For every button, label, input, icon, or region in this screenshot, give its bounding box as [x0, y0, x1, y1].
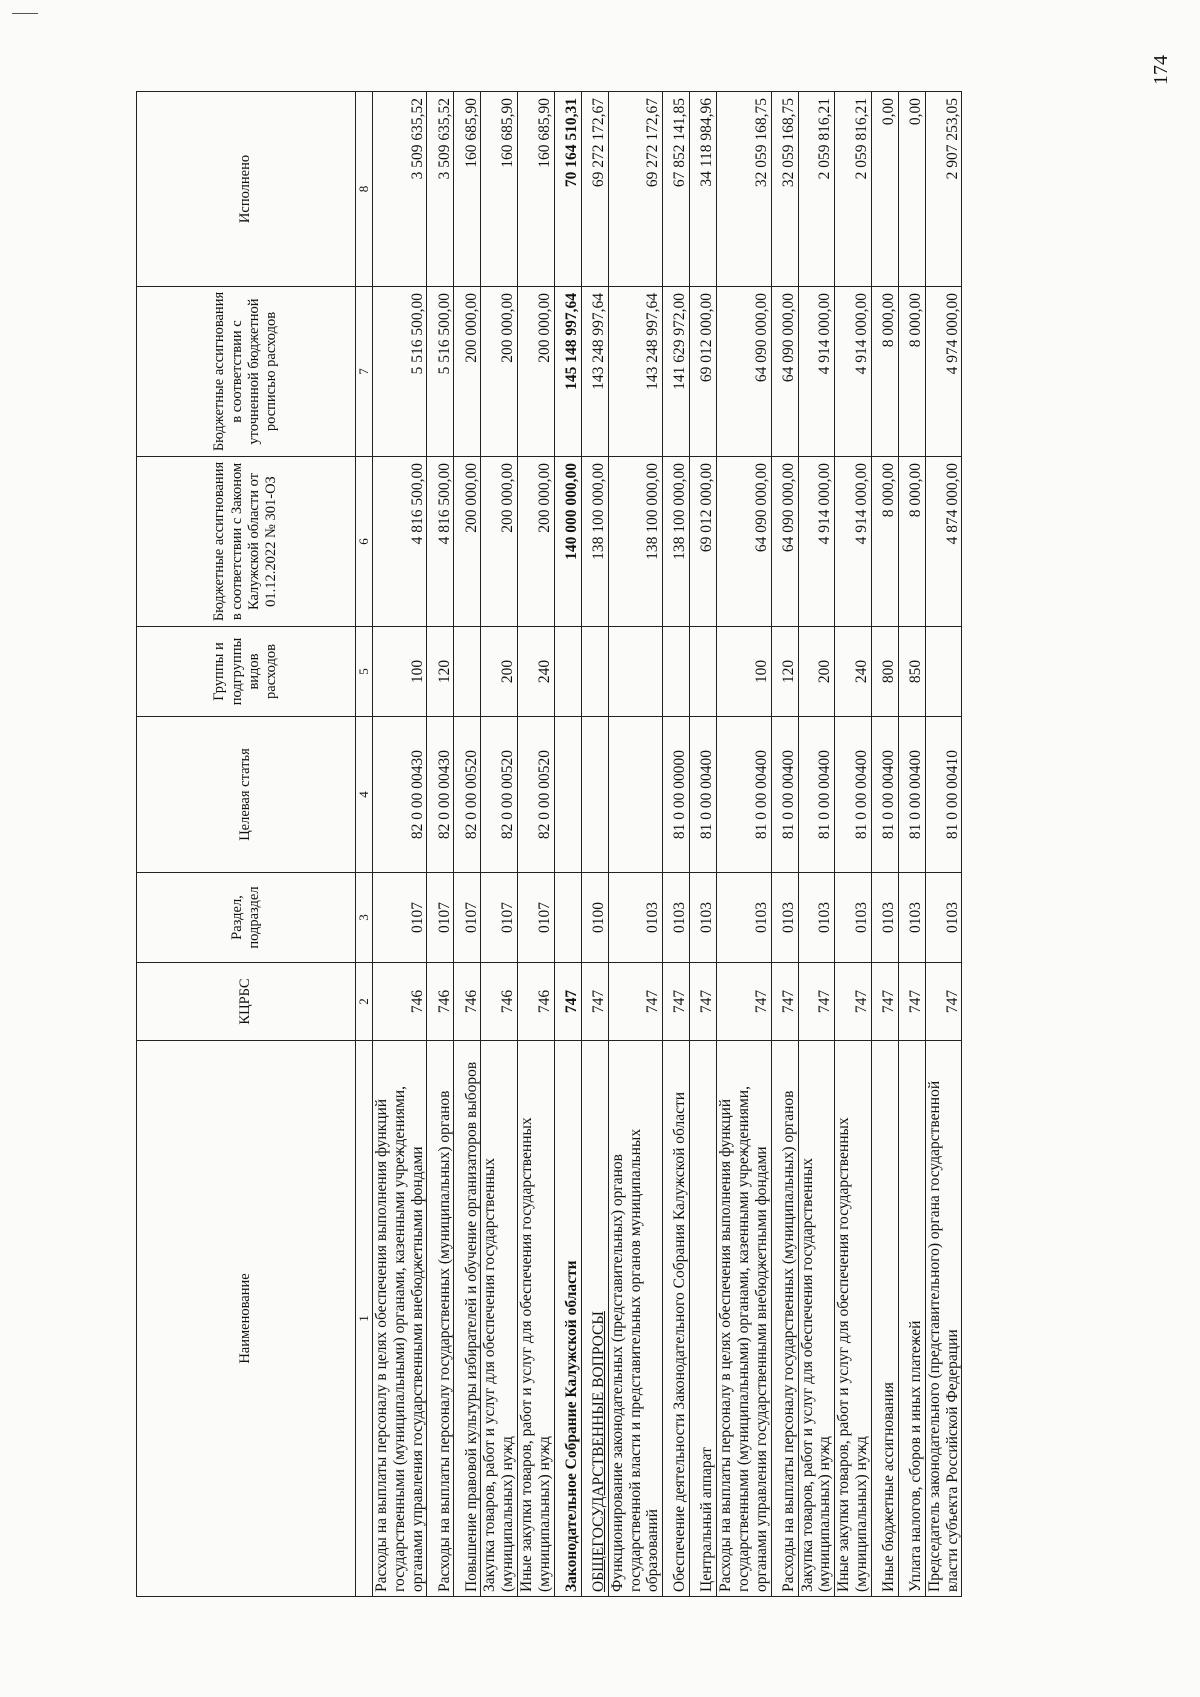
row-name: Иные закупки товаров, работ и услуг для обеспечения государственных (муниципальных) нужд — [835, 1041, 872, 1597]
row-kcrbs: 747 — [798, 963, 835, 1041]
row-kcrbs: 746 — [481, 963, 518, 1041]
row-kcrbs: 747 — [717, 963, 771, 1041]
row-law-amount: 4 874 000,00 — [925, 457, 962, 627]
row-section: 0103 — [690, 873, 717, 963]
row-name: Повышение правовой культуры избирателей и обучение организаторов выборов — [454, 1041, 481, 1597]
row-executed-amount: 160 685,90 — [454, 92, 481, 287]
row-refined-amount: 143 248 997,64 — [581, 287, 608, 457]
row-refined-amount: 5 516 500,00 — [427, 287, 454, 457]
row-kcrbs: 746 — [373, 963, 427, 1041]
row-refined-amount: 5 516 500,00 — [373, 287, 427, 457]
row-article: 82 0 00 00430 — [373, 717, 427, 873]
row-article: 81 0 00 00400 — [771, 717, 798, 873]
row-law-amount: 140 000 000,00 — [554, 457, 581, 627]
col-number: 7 — [356, 287, 373, 457]
table-row — [554, 92, 581, 1597]
row-refined-amount: 4 914 000,00 — [835, 287, 872, 457]
row-name: Законодательное Собрание Калужской области — [554, 1041, 581, 1597]
row-executed-amount: 69 272 172,67 — [608, 92, 662, 287]
row-group: 200 — [798, 627, 835, 717]
row-group: 200 — [481, 627, 518, 717]
col-number: 8 — [356, 92, 373, 287]
header-group: Группы и подгруппы видов расходов — [137, 627, 356, 717]
row-group: 100 — [717, 627, 771, 717]
row-refined-amount: 8 000,00 — [898, 287, 925, 457]
col-number: 3 — [356, 873, 373, 963]
row-refined-amount: 4 914 000,00 — [798, 287, 835, 457]
row-executed-amount: 70 164 510,31 — [554, 92, 581, 287]
row-section: 0107 — [427, 873, 454, 963]
table-row — [481, 92, 518, 1597]
table-row — [898, 92, 925, 1597]
row-kcrbs: 747 — [608, 963, 662, 1041]
row-law-amount: 4 914 000,00 — [835, 457, 872, 627]
row-section: 0103 — [871, 873, 898, 963]
row-law-amount: 138 100 000,00 — [608, 457, 662, 627]
row-executed-amount: 69 272 172,67 — [581, 92, 608, 287]
row-article: 81 0 00 00400 — [690, 717, 717, 873]
row-group: 240 — [518, 627, 555, 717]
row-kcrbs: 747 — [835, 963, 872, 1041]
row-executed-amount: 0,00 — [871, 92, 898, 287]
column-number-row — [356, 92, 373, 1597]
row-article: 81 0 00 00400 — [798, 717, 835, 873]
table-row — [771, 92, 798, 1597]
row-kcrbs: 747 — [871, 963, 898, 1041]
header-executed: Исполнено — [137, 92, 356, 287]
table-body — [373, 92, 962, 1597]
table-row — [454, 92, 481, 1597]
table-row — [663, 92, 690, 1597]
row-kcrbs: 747 — [663, 963, 690, 1041]
row-kcrbs: 746 — [427, 963, 454, 1041]
row-article: 81 0 00 00400 — [835, 717, 872, 873]
row-law-amount: 4 816 500,00 — [427, 457, 454, 627]
row-kcrbs: 747 — [771, 963, 798, 1041]
table-row — [717, 92, 771, 1597]
row-law-amount: 138 100 000,00 — [663, 457, 690, 627]
rotated-table-container — [136, 92, 1060, 1597]
row-group — [454, 627, 481, 717]
row-article: 81 0 00 00400 — [717, 717, 771, 873]
col-number: 2 — [356, 963, 373, 1041]
row-article: 81 0 00 00000 — [663, 717, 690, 873]
row-kcrbs: 746 — [518, 963, 555, 1041]
table-row — [518, 92, 555, 1597]
row-article: 82 0 00 00430 — [427, 717, 454, 873]
row-executed-amount: 3 509 635,52 — [373, 92, 427, 287]
row-section: 0107 — [454, 873, 481, 963]
row-refined-amount: 4 974 000,00 — [925, 287, 962, 457]
row-refined-amount: 143 248 997,64 — [608, 287, 662, 457]
row-name: Расходы на выплаты персоналу в целях обеспечения выполнения функций государственными (муниципальными) органами, казенными учреждениями, органами управления государственными внебюджетными фондами — [717, 1041, 771, 1597]
row-kcrbs: 747 — [925, 963, 962, 1041]
row-refined-amount: 64 090 000,00 — [717, 287, 771, 457]
row-refined-amount: 141 629 972,00 — [663, 287, 690, 457]
table-row — [608, 92, 662, 1597]
row-executed-amount: 3 509 635,52 — [427, 92, 454, 287]
row-executed-amount: 2 059 816,21 — [798, 92, 835, 287]
row-executed-amount: 0,00 — [898, 92, 925, 287]
row-law-amount: 8 000,00 — [898, 457, 925, 627]
row-name: Закупка товаров, работ и услуг для обеспечения государственных (муниципальных) нужд — [481, 1041, 518, 1597]
row-group: 100 — [373, 627, 427, 717]
budget-table — [136, 91, 962, 1597]
row-section: 0103 — [898, 873, 925, 963]
header-refined: Бюджетные ассигнования в соответствии с уточненной бюджетной росписью расходов — [137, 287, 356, 457]
row-executed-amount: 32 059 168,75 — [717, 92, 771, 287]
table-row — [690, 92, 717, 1597]
header-article: Целевая статья — [137, 717, 356, 873]
row-name: ОБЩЕГОСУДАРСТВЕННЫЕ ВОПРОСЫ — [581, 1041, 608, 1597]
row-name: Закупка товаров, работ и услуг для обеспечения государственных (муниципальных) нужд — [798, 1041, 835, 1597]
row-name: Уплата налогов, сборов и иных платежей — [898, 1041, 925, 1597]
row-section: 0107 — [518, 873, 555, 963]
table-row — [427, 92, 454, 1597]
table-row — [373, 92, 427, 1597]
row-name: Расходы на выплаты персоналу в целях обеспечения выполнения функций государственными (муниципальными) органами, казенными учреждениями, органами управления государственными внебюджетными фондами — [373, 1041, 427, 1597]
row-law-amount: 4 914 000,00 — [798, 457, 835, 627]
row-group: 850 — [898, 627, 925, 717]
row-refined-amount: 145 148 997,64 — [554, 287, 581, 457]
row-law-amount: 64 090 000,00 — [771, 457, 798, 627]
row-group — [608, 627, 662, 717]
row-name: Иные бюджетные ассигнования — [871, 1041, 898, 1597]
row-refined-amount: 200 000,00 — [481, 287, 518, 457]
row-executed-amount: 34 118 984,96 — [690, 92, 717, 287]
row-name: Иные закупки товаров, работ и услуг для обеспечения государственных (муниципальных) нужд — [518, 1041, 555, 1597]
row-name: Функционирование законодательных (представительных) органов государственной власти и представительных органов муниципальных образований — [608, 1041, 662, 1597]
row-name: Расходы на выплаты персоналу государственных (муниципальных) органов — [771, 1041, 798, 1597]
row-group — [925, 627, 962, 717]
row-group — [663, 627, 690, 717]
row-executed-amount: 2 907 253,05 — [925, 92, 962, 287]
table-row — [581, 92, 608, 1597]
row-section: 0107 — [373, 873, 427, 963]
header-name: Наименование — [137, 1041, 356, 1597]
row-section: 0103 — [798, 873, 835, 963]
table-row — [871, 92, 898, 1597]
header-kcrbs: КЦРБС — [137, 963, 356, 1041]
row-executed-amount: 2 059 816,21 — [835, 92, 872, 287]
row-group: 120 — [771, 627, 798, 717]
row-law-amount: 138 100 000,00 — [581, 457, 608, 627]
row-section: 0103 — [663, 873, 690, 963]
row-law-amount: 4 816 500,00 — [373, 457, 427, 627]
row-kcrbs: 747 — [690, 963, 717, 1041]
row-section: 0103 — [835, 873, 872, 963]
row-article — [554, 717, 581, 873]
col-number: 1 — [356, 1041, 373, 1597]
row-section: 0107 — [481, 873, 518, 963]
row-refined-amount: 8 000,00 — [871, 287, 898, 457]
header-law: Бюджетные ассигнования в соответствии с Законом Калужской области от 01.12.2022 № 301-ОЗ — [137, 457, 356, 627]
row-article: 82 0 00 00520 — [454, 717, 481, 873]
row-executed-amount: 160 685,90 — [518, 92, 555, 287]
row-executed-amount: 32 059 168,75 — [771, 92, 798, 287]
row-law-amount: 200 000,00 — [518, 457, 555, 627]
row-executed-amount: 67 852 141,85 — [663, 92, 690, 287]
row-law-amount: 69 012 000,00 — [690, 457, 717, 627]
row-kcrbs: 747 — [554, 963, 581, 1041]
row-executed-amount: 160 685,90 — [481, 92, 518, 287]
row-group — [690, 627, 717, 717]
row-article — [608, 717, 662, 873]
col-number: 4 — [356, 717, 373, 873]
row-law-amount: 200 000,00 — [454, 457, 481, 627]
row-law-amount: 64 090 000,00 — [717, 457, 771, 627]
col-number: 6 — [356, 457, 373, 627]
row-group — [581, 627, 608, 717]
table-row — [925, 92, 962, 1597]
row-section — [554, 873, 581, 963]
page-number: 174 — [1150, 55, 1172, 85]
row-refined-amount: 200 000,00 — [454, 287, 481, 457]
row-section: 0103 — [771, 873, 798, 963]
table-row — [798, 92, 835, 1597]
row-name: Центральный аппарат — [690, 1041, 717, 1597]
row-refined-amount: 200 000,00 — [518, 287, 555, 457]
row-kcrbs: 746 — [454, 963, 481, 1041]
header-row — [137, 92, 356, 1597]
row-group: 120 — [427, 627, 454, 717]
row-law-amount: 8 000,00 — [871, 457, 898, 627]
scan-mark — [12, 13, 38, 14]
row-section: 0103 — [608, 873, 662, 963]
row-section: 0103 — [717, 873, 771, 963]
row-article: 81 0 00 00400 — [871, 717, 898, 873]
table-row — [835, 92, 872, 1597]
row-article: 82 0 00 00520 — [518, 717, 555, 873]
row-law-amount: 200 000,00 — [481, 457, 518, 627]
row-kcrbs: 747 — [898, 963, 925, 1041]
row-group: 800 — [871, 627, 898, 717]
row-article: 81 0 00 00410 — [925, 717, 962, 873]
row-article: 81 0 00 00400 — [898, 717, 925, 873]
row-kcrbs: 747 — [581, 963, 608, 1041]
row-section: 0100 — [581, 873, 608, 963]
col-number: 5 — [356, 627, 373, 717]
header-section: Раздел, подраздел — [137, 873, 356, 963]
row-refined-amount: 64 090 000,00 — [771, 287, 798, 457]
row-group: 240 — [835, 627, 872, 717]
row-name: Обеспечение деятельности Законодательного Собрания Калужской области — [663, 1041, 690, 1597]
row-name: Расходы на выплаты персоналу государственных (муниципальных) органов — [427, 1041, 454, 1597]
row-name: Председатель законодательного (представительного) органа государственной власти субъекта Российской Федерации — [925, 1041, 962, 1597]
row-refined-amount: 69 012 000,00 — [690, 287, 717, 457]
row-group — [554, 627, 581, 717]
row-section: 0103 — [925, 873, 962, 963]
row-article: 82 0 00 00520 — [481, 717, 518, 873]
row-article — [581, 717, 608, 873]
